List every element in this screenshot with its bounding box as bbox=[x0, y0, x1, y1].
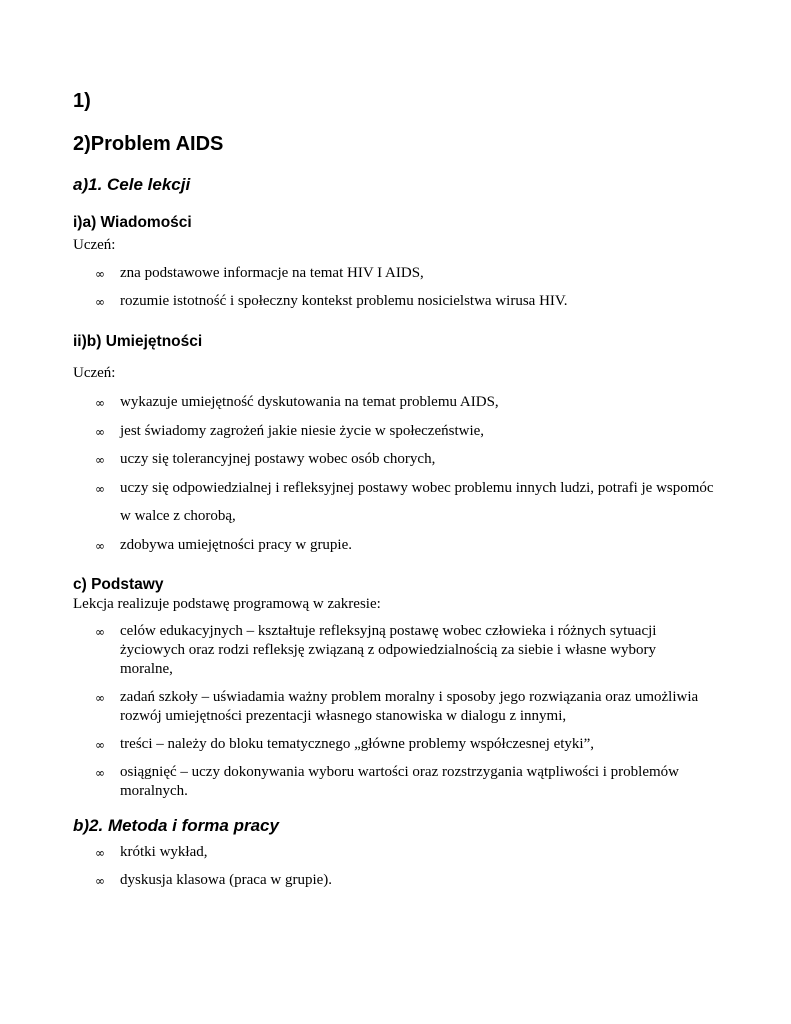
infinity-bullet-icon: ∞ bbox=[95, 846, 105, 860]
list-item: ∞ osiągnięć – uczy dokonywania wyboru wartości oraz rozstrzygania wątpliwości i problemów moralnych. bbox=[95, 764, 679, 799]
infinity-bullet-icon: ∞ bbox=[95, 874, 105, 888]
infinity-bullet-icon: ∞ bbox=[95, 481, 105, 496]
list-item: ∞ krótki wykład, bbox=[95, 838, 715, 866]
infinity-bullet-icon: ∞ bbox=[95, 691, 105, 705]
list-item: ∞ rozumie istotność i społeczny kontekst problemu nosicielstwa wirusa HIV. bbox=[95, 287, 715, 315]
list-item: ∞ uczy się odpowiedzialnej i refleksyjnej postawy wobec problemu innych ludzi, potrafi je wspomóc w walce z chorobą, bbox=[95, 474, 715, 531]
infinity-bullet-icon: ∞ bbox=[95, 396, 105, 410]
infinity-bullet-icon: ∞ bbox=[95, 766, 105, 780]
list-item: ∞ treści – należy do bloku tematycznego „główne problemy współczesnej etyki”, bbox=[95, 735, 705, 754]
heading-problem-aids: 2)Problem AIDS bbox=[73, 133, 224, 155]
metoda-list bbox=[95, 838, 715, 894]
wiadomosci-list bbox=[95, 259, 715, 315]
heading-metoda-i-forma-pracy: b)2. Metoda i forma pracy bbox=[73, 816, 279, 835]
list-item: ∞ celów edukacyjnych – kształtuje refleksyjną postawę wobec człowieka i różnych sytuacji życiowych oraz rodzi refleksję związaną z odpowiedzialnością za siebie i własne wybory moralne, bbox=[95, 623, 657, 677]
wiadomosci-intro: Uczeń: bbox=[73, 237, 116, 253]
infinity-bullet-icon: ∞ bbox=[95, 738, 105, 752]
infinity-bullet-icon: ∞ bbox=[95, 453, 105, 467]
heading-wiadomosci: i)a) Wiadomości bbox=[73, 214, 192, 231]
infinity-bullet-icon: ∞ bbox=[95, 267, 105, 281]
podstawy-intro: Lekcja realizuje podstawę programową w zakresie: bbox=[73, 596, 381, 612]
list-item: ∞ uczy się tolerancyjnej postawy wobec osób chorych, bbox=[95, 445, 715, 474]
list-item: ∞ zdobywa umiejętności pracy w grupie. bbox=[95, 531, 715, 560]
list-item: ∞ jest świadomy zagrożeń jakie niesie życie w społeczeństwie, bbox=[95, 417, 715, 446]
list-item: ∞ wykazuje umiejętność dyskutowania na temat problemu AIDS, bbox=[95, 388, 715, 417]
heading-1: 1) bbox=[73, 90, 91, 112]
infinity-bullet-icon: ∞ bbox=[95, 424, 105, 439]
podstawy-list bbox=[95, 622, 705, 810]
list-item: ∞ dyskusja klasowa (praca w grupie). bbox=[95, 866, 715, 894]
umiejetnosci-list bbox=[95, 388, 715, 559]
infinity-bullet-icon: ∞ bbox=[95, 295, 105, 309]
heading-umiejetnosci: ii)b) Umiejętności bbox=[73, 333, 203, 350]
heading-podstawy: c) Podstawy bbox=[73, 576, 164, 593]
infinity-bullet-icon: ∞ bbox=[95, 625, 105, 639]
umiejetnosci-intro: Uczeń: bbox=[73, 365, 116, 381]
heading-cele-lekcji: a)1. Cele lekcji bbox=[73, 175, 191, 194]
list-item: ∞ zadań szkoły – uświadamia ważny problem moralny i sposoby jego rozwiązania oraz umożliwia rozwój umiejętności prezentacji własnego stanowiska w dialogu z innymi, bbox=[95, 689, 699, 724]
list-item: ∞ zna podstawowe informacje na temat HIV I AIDS, bbox=[95, 259, 715, 287]
infinity-bullet-icon: ∞ bbox=[95, 538, 105, 553]
